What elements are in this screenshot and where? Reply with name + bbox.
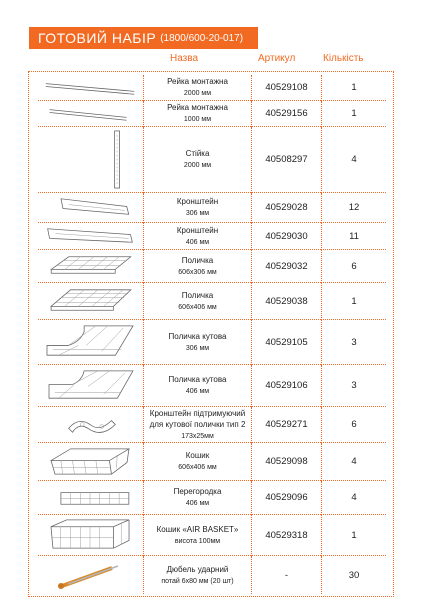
table-row bbox=[38, 365, 386, 407]
item-qty: 30 bbox=[321, 556, 386, 594]
item-name: Кронштейн bbox=[176, 197, 219, 206]
item-name: Стійка bbox=[185, 149, 210, 158]
upright-icon bbox=[38, 127, 143, 193]
item-qty: 1 bbox=[321, 283, 386, 320]
dowel-icon bbox=[38, 556, 143, 594]
item-dim: 306 мм bbox=[185, 210, 210, 217]
page-subtitle: (1800/600-20-017) bbox=[160, 32, 244, 44]
item-name: Кошик bbox=[185, 451, 210, 460]
item-qty: 4 bbox=[321, 481, 386, 515]
item-qty: 3 bbox=[321, 320, 386, 365]
table-row bbox=[38, 223, 386, 250]
item-code: 40529105 bbox=[251, 320, 321, 365]
item-name: Поличка bbox=[181, 255, 214, 265]
item-dim: 2000 мм bbox=[183, 90, 212, 97]
item-name: Рейка монтажна bbox=[167, 77, 228, 86]
item-dim: 2000 мм bbox=[183, 162, 212, 169]
item-code: 40529030 bbox=[251, 223, 321, 250]
item-code: 40529038 bbox=[251, 283, 321, 320]
item-name: Кошик «AIR BASKET» bbox=[156, 524, 239, 534]
wire-shelf-icon bbox=[38, 250, 143, 283]
item-dim: 1000 мм bbox=[183, 116, 212, 123]
item-dim: 173х25мм bbox=[181, 432, 214, 440]
item-dim: висота 100мм bbox=[174, 537, 221, 545]
table-row bbox=[38, 407, 386, 443]
air-basket-icon bbox=[38, 515, 143, 556]
corner-shelf-icon bbox=[38, 365, 143, 407]
table-row bbox=[38, 320, 386, 365]
item-name: Кронштейн bbox=[176, 225, 219, 235]
item-code: 40529028 bbox=[251, 193, 321, 223]
item-name: Поличка кутова bbox=[168, 331, 227, 341]
item-code: 40529271 bbox=[251, 407, 321, 443]
item-name: Перегородка bbox=[173, 487, 222, 496]
item-qty: 11 bbox=[321, 223, 386, 250]
item-dim: 406 мм bbox=[185, 238, 210, 246]
item-qty: 1 bbox=[321, 75, 386, 101]
item-code: 40529032 bbox=[251, 250, 321, 283]
item-name: Рейка монтажна bbox=[167, 103, 228, 112]
header-qty: Кількість bbox=[323, 53, 364, 64]
rail-icon bbox=[38, 75, 143, 101]
item-dim: 406 мм bbox=[185, 500, 210, 507]
item-dim: 606х406 мм bbox=[178, 303, 217, 311]
item-code: 40529156 bbox=[251, 101, 321, 127]
bracket-icon bbox=[38, 223, 143, 250]
item-dim: 606х406 мм bbox=[178, 464, 217, 471]
table-row bbox=[38, 515, 386, 556]
rail-icon bbox=[38, 101, 143, 127]
item-code: - bbox=[251, 556, 321, 594]
table-row bbox=[38, 443, 386, 481]
table-row bbox=[38, 193, 386, 223]
divider-icon bbox=[38, 481, 143, 515]
item-code: 40529098 bbox=[251, 443, 321, 481]
table-row bbox=[38, 250, 386, 283]
title-banner bbox=[29, 27, 258, 49]
corner-shelf-icon bbox=[38, 320, 143, 365]
item-name: Кронштейн підтримуючий для кутової полички тип 2 bbox=[149, 408, 246, 429]
table-row bbox=[38, 75, 386, 101]
page-title: ГОТОВИЙ НАБІР bbox=[38, 30, 157, 46]
item-code: 40529108 bbox=[251, 75, 321, 101]
item-name: Поличка bbox=[181, 290, 214, 300]
header-name: Назва bbox=[170, 53, 199, 64]
bracket-icon bbox=[38, 193, 143, 223]
item-qty: 4 bbox=[321, 443, 386, 481]
table-row bbox=[38, 481, 386, 515]
header-code: Артикул bbox=[258, 53, 296, 64]
table-row bbox=[38, 556, 386, 594]
wire-shelf-icon bbox=[38, 283, 143, 320]
item-dim: 606х306 мм bbox=[178, 268, 217, 276]
item-qty: 6 bbox=[321, 250, 386, 283]
item-qty: 3 bbox=[321, 365, 386, 407]
item-qty: 1 bbox=[321, 101, 386, 127]
basket-icon bbox=[38, 443, 143, 481]
item-dim: потай 6х80 мм (20 шт) bbox=[161, 577, 234, 585]
item-code: 40529106 bbox=[251, 365, 321, 407]
support-bracket-icon bbox=[38, 407, 143, 443]
table-row bbox=[38, 127, 386, 193]
item-code: 40508297 bbox=[251, 127, 321, 193]
item-dim: 306 мм bbox=[185, 344, 210, 352]
item-qty: 12 bbox=[321, 193, 386, 223]
item-code: 40529318 bbox=[251, 515, 321, 556]
item-dim: 406 мм bbox=[185, 388, 210, 395]
item-name: Дюбель ударний bbox=[166, 564, 229, 574]
item-code: 40529096 bbox=[251, 481, 321, 515]
item-qty: 4 bbox=[321, 127, 386, 193]
item-qty: 6 bbox=[321, 407, 386, 443]
item-qty: 1 bbox=[321, 515, 386, 556]
item-name: Поличка кутова bbox=[168, 375, 227, 384]
table-row bbox=[38, 101, 386, 127]
table-row bbox=[38, 283, 386, 320]
